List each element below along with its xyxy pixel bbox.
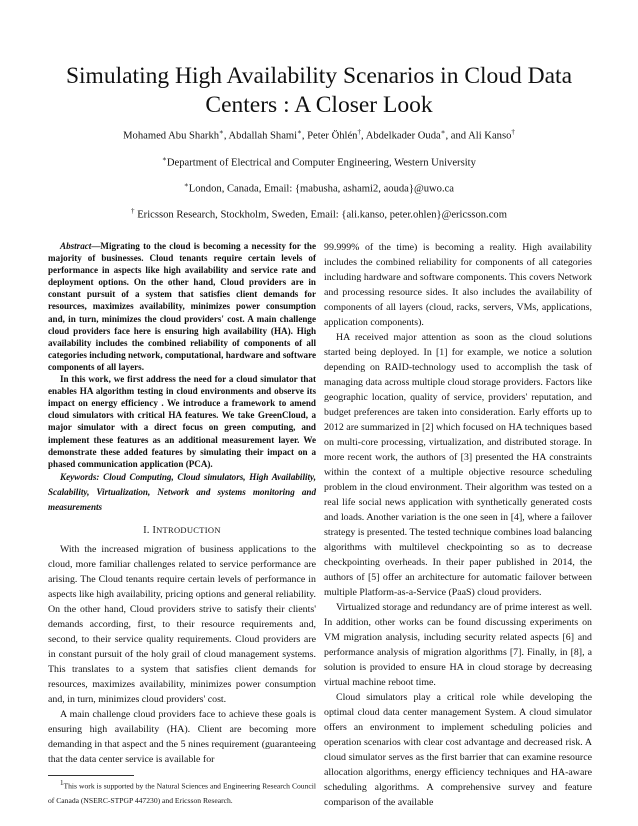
author-name: and Ali Kanso <box>450 130 512 142</box>
affil-text: Department of Electrical and Computer Engineering, Western University <box>166 157 476 169</box>
affil-text: Ericsson Research, Stockholm, Sweden, Email: {ali.kanso, peter.ohlen}@ericsson.com <box>137 209 507 221</box>
right-column <box>324 240 592 810</box>
author-name: Peter Öhlén <box>307 130 358 142</box>
keywords: Keywords: Cloud Computing, Cloud simulators, High Availability, Scalability, Virtualization, Network and systems monitoring and measurements <box>48 471 316 512</box>
paper-title: Simulating High Availability Scenarios in Cloud Data Centers : A Closer Look <box>65 63 573 118</box>
affil-text: London, Canada, Email: {mabusha, ashami2, aouda}@uwo.ca <box>188 183 455 195</box>
affil-mark: ∗ <box>183 181 189 189</box>
abstract-paragraph: —Migrating to the cloud is becoming a necessity for the majority of businesses. Cloud tenants require certain levels of performance in aspects like high availability and service rate and deployment options. On the other hand, Cloud providers are in constant pursuit of a system that satisfies client demands for resources, maximizes availability, minimizes power consumption and, in turn, minimizes the cloud providers' cost. A main challenge cloud providers face here is ensuring high availability (HA). High availability includes the combined reliability of components of all categories including network, computational, hardware and software components of all layers. <box>48 241 316 372</box>
author-mark: ∗ <box>440 128 446 136</box>
section-initial: I <box>152 524 157 536</box>
body-paragraph: HA received major attention as soon as the cloud solutions started being deployed. In [1] for example, we notice a solution depending on RAID-technology used to accomplish the task of managing data across multiple cloud storage providers. Factors like geographic location, quality of service, providers' reputation, and budget preferences are taken into consideration. Early efforts up to 2012 are summarized in [2] which focused on HA techniques based on multi-core processing, virtualization, and distributed storage. In more recent work, the authors of [3] presented the HA constraints within the context of a multiple objective resource scheduling problem in the cloud environment. Their algorithm was tested on a real life social news application with synthetically generated costs and loads. Another variation is the one seen in [4], where a failover strategy is presented. The tested technique combines load balancing algorithms with multilevel checkpointing so as to decrease checkpointing overheads. In their paper published in 2014, the authors of [5] offer an architecture for automatic failover between multiple Platform-as-a-Service (PaaS) cloud providers. <box>324 332 592 598</box>
body-paragraph: With the increased migration of business applications to the cloud, more familiar challenges related to service performance are arising. The Cloud tenants require certain levels of performance in aspects like high availability, pricing options and general reliability. On the other hand, Cloud providers strive to satisfy their clients' demands according, first, to their resource requirements and, second, to their service quality requirements. Cloud providers are in constant pursuit of the holy grail of cloud management systems. This translates to a system that satisfies client demands for resources, maximizes availability, minimizes power consumption and, in turn, minimizes cloud providers' cost. <box>48 543 316 705</box>
abstract-paragraph: In this work, we first address the need for a cloud simulator that enables HA algorithm testing in cloud environments and observe its impact on energy efficiency . We introduce a framework to amend cloud simulators with critical HA features. We take GreenCloud, a major simulator with a direct focus on green computing, and implement these features as an additional measurement layer. We demonstrate these added features by simulating their impact on a phased communication application (PCA). <box>48 374 316 469</box>
author-mark: † <box>511 128 515 136</box>
left-column <box>48 240 316 808</box>
footnote-text: This work is supported by the Natural Sciences and Engineering Research Council of Canada (NSERC-STPGP 447230) and Ericsson Research. <box>48 781 316 806</box>
author-mark: ∗ <box>219 128 224 136</box>
section-number: I. <box>143 524 150 536</box>
affil-mark: † <box>131 207 135 215</box>
affiliation-2 <box>20 181 618 195</box>
affil-mark: ∗ <box>162 155 167 163</box>
footnote-mark: 1 <box>60 778 64 787</box>
footnote <box>48 776 316 809</box>
author-line: Mohamed Abu Sharkh∗, Abdallah Shami∗, Peter Öhlén†, Abdelkader Ouda∗, and Ali Kanso† <box>123 128 515 142</box>
body-paragraph: Cloud simulators play a critical role while developing the optimal cloud data center management System. A cloud simulator offers an environment to implement scheduling policies and operation scenarios with clear cost advantage and decreased risk. A cloud simulator serves as the first barrier that can examine resource allocation algorithms, energy efficiency techniques and HA-aware scheduling algorithms. A comprehensive survey and feature comparison of the available <box>324 692 592 808</box>
abstract <box>48 240 316 470</box>
affiliation-1 <box>20 155 618 169</box>
section-heading <box>48 525 316 536</box>
author-mark: ∗ <box>297 128 302 136</box>
section-title: NTRODUCTION <box>156 524 221 535</box>
body-paragraph: Virtualized storage and redundancy are of prime interest as well. In addition, other works can be found discussing experiments on VM migration analysis, including security related aspects [6] and performance analysis of migration algorithms [7]. Finally, in [8], a solution is provided to ensure HA in cloud storage by decreasing virtual machine reboot time. <box>324 602 592 688</box>
body-paragraph: A main challenge cloud providers face to achieve these goals is ensuring high availability (HA). Client are becoming more demanding in that aspect and the 5 nines requirement (guaranteeing that the data center service is available for <box>48 708 316 765</box>
author-name: Mohamed Abu Sharkh <box>123 130 220 142</box>
author-name: Abdelkader Ouda <box>365 130 441 142</box>
abstract-label: Abstract <box>60 241 92 251</box>
author-mark: † <box>357 128 361 136</box>
body-paragraph: 99.999% of the time) is becoming a reality. High availability includes the combined reliability for components of all categories including hardware and software components. This covers Network and processing resource sides. It also includes the availability of components of all layers (cloud, racks, servers, VMs, applications, application components). <box>324 242 592 328</box>
author-name: Abdallah Shami <box>228 130 298 142</box>
affiliation-3 <box>20 207 618 221</box>
